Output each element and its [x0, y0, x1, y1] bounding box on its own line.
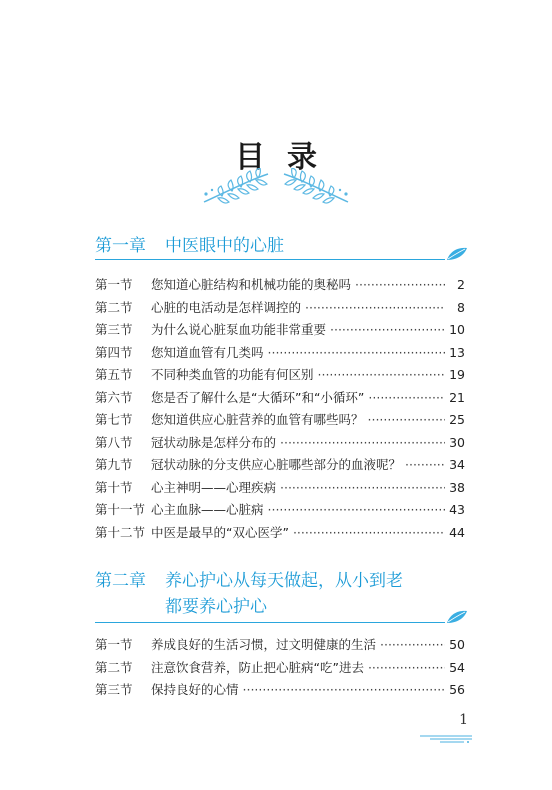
toc-entry[interactable]: [95, 477, 465, 500]
section-page: 34: [449, 457, 465, 472]
dot-leader: [318, 364, 445, 387]
section-label: 第十二节: [95, 524, 146, 540]
toc-entry[interactable]: [95, 342, 465, 365]
section-title: 您知道心脏结构和机械功能的奥秘吗: [151, 277, 352, 292]
section-label: 第八节: [95, 434, 133, 450]
laurel-right-icon: [282, 168, 352, 208]
dot-leader: [368, 387, 445, 410]
section-label: 第三节: [95, 322, 133, 337]
section-title: 心主神明——心理疾病: [151, 479, 277, 495]
toc-entry[interactable]: [95, 522, 465, 545]
section-label: 第七节: [95, 412, 133, 427]
chapter-2-divider: [95, 622, 445, 623]
section-label: 第六节: [95, 389, 133, 405]
section-title: 保持良好的心情: [151, 682, 239, 697]
section-title: 养成良好的生活习惯，过文明健康的生活: [151, 637, 377, 652]
section-page: 56: [449, 682, 465, 697]
section-label: 第一节: [95, 637, 133, 652]
leaf-icon: [446, 247, 468, 261]
section-label: 第二节: [95, 659, 133, 675]
dot-leader: [268, 342, 445, 365]
dot-leader: [268, 499, 445, 522]
dot-leader: [280, 432, 445, 455]
toc-entry[interactable]: [95, 432, 465, 455]
section-title: 您知道血管有几类吗: [151, 344, 264, 360]
dot-leader: [368, 657, 445, 680]
section-label: 第十节: [95, 479, 133, 495]
section-title: 注意饮食营养，防止把心脏病“吃”进去: [151, 659, 364, 675]
section-title: 冠状动脉是怎样分布的: [151, 434, 277, 450]
section-title: 中医是最早的“双心医学”: [151, 524, 289, 540]
dot-leader: [330, 319, 445, 342]
section-page: 43: [449, 502, 465, 517]
toc-entry[interactable]: [95, 454, 465, 477]
dot-leader: [380, 634, 445, 657]
toc-entry[interactable]: [95, 387, 465, 410]
section-page: 8: [457, 299, 465, 315]
chapter-label: 第二章: [95, 571, 146, 591]
toc-entry[interactable]: [95, 364, 465, 387]
toc-entry[interactable]: [95, 499, 465, 522]
footer-ornament: [420, 734, 472, 744]
section-page: 25: [449, 412, 465, 427]
section-page: 19: [449, 367, 465, 382]
dot-leader: [280, 477, 445, 500]
toc-entry[interactable]: [95, 634, 465, 657]
chapter-title: 养心护心从每天做起，从小到老: [165, 571, 403, 591]
section-page: 50: [449, 637, 465, 652]
toc-entry[interactable]: [95, 679, 465, 702]
dot-leader: [293, 522, 445, 545]
chapter-title-continued: 都要养心护心: [165, 597, 267, 617]
chapter-2-heading[interactable]: [95, 568, 465, 620]
section-page: 38: [449, 479, 465, 495]
section-label: 第二节: [95, 299, 133, 315]
section-label: 第四节: [95, 344, 133, 360]
toc-entry[interactable]: [95, 409, 465, 432]
section-title: 不同种类血管的功能有何区别: [151, 367, 314, 382]
section-title: 为什么说心脏泵血功能非常重要: [151, 322, 327, 337]
section-title: 冠状动脉的分支供应心脏哪些部分的血液呢？: [151, 457, 402, 472]
chapter-2-sections: [95, 634, 465, 702]
page-number: 1: [459, 712, 468, 728]
section-label: 第五节: [95, 367, 133, 382]
toc-entry[interactable]: [95, 274, 465, 297]
toc-entry[interactable]: [95, 657, 465, 680]
leaf-icon: [446, 610, 468, 624]
chapter-1-heading[interactable]: [95, 233, 465, 259]
section-label: 第一节: [95, 277, 133, 292]
dot-leader: [355, 274, 445, 297]
laurel-left-icon: [200, 168, 270, 208]
section-title: 您是否了解什么是“大循环”和“小循环”: [151, 389, 365, 405]
section-label: 第九节: [95, 457, 133, 472]
toc-header: [0, 138, 552, 208]
section-page: 54: [449, 659, 465, 675]
section-page: 44: [449, 524, 465, 540]
section-title: 心主血脉——心脏病: [151, 502, 264, 517]
section-page: 2: [457, 277, 465, 292]
section-page: 10: [449, 322, 465, 337]
section-page: 21: [449, 389, 465, 405]
chapter-1-sections: [95, 274, 465, 544]
chapter-1-divider: [95, 259, 445, 260]
section-page: 30: [449, 434, 465, 450]
dot-leader: [405, 454, 445, 477]
page-title: 目录: [235, 140, 339, 175]
section-label: 第十一节: [95, 502, 146, 517]
section-title: 心脏的电活动是怎样调控的: [151, 299, 302, 315]
dot-leader: [243, 679, 445, 702]
toc-entry[interactable]: [95, 297, 465, 320]
toc-entry[interactable]: [95, 319, 465, 342]
dot-leader: [368, 409, 445, 432]
section-label: 第三节: [95, 682, 133, 697]
section-title: 您知道供应心脏营养的血管有哪些吗？: [151, 412, 364, 427]
dot-leader: [305, 297, 445, 320]
section-page: 13: [449, 344, 465, 360]
chapter-label: 第一章: [95, 236, 146, 256]
chapter-title: 中医眼中的心脏: [165, 236, 284, 256]
